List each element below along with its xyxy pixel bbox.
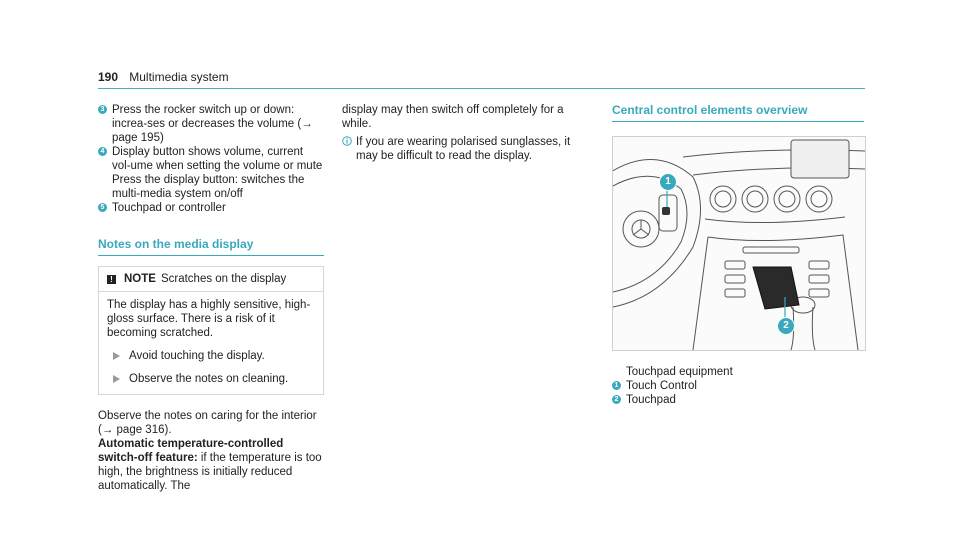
column-middle xyxy=(342,103,588,163)
note-box xyxy=(98,266,324,395)
item-text: Display button shows volume, current vol-ume when setting the volume or mute xyxy=(112,146,323,172)
badge-3: 3 xyxy=(98,105,107,114)
column-left xyxy=(98,103,324,493)
badge-1: 1 xyxy=(612,381,621,390)
note-text: The display has a highly sensitive, high-gloss surface. There is a risk of it becoming scratched. xyxy=(107,299,311,339)
page-number: 190 xyxy=(98,70,119,84)
note-bullet-text: Avoid touching the display. xyxy=(129,350,265,362)
list-item xyxy=(98,145,324,173)
cockpit-figure xyxy=(612,136,866,351)
badge-4: 4 xyxy=(98,147,107,156)
item-text: Touchpad or controller xyxy=(112,202,226,214)
feature-text: if the temperature is too high, the brightness is initially reduced automatically. The xyxy=(98,452,322,492)
feature-name: Automatic temperature-controlled switch-off feature: xyxy=(98,438,284,464)
note-bullet xyxy=(107,349,315,363)
item-text: Press the rocker switch up or down: increa-ses or decreases the volume (→ page 195) xyxy=(112,104,313,144)
badge-2: 2 xyxy=(612,395,621,404)
legend-item xyxy=(612,393,864,407)
section-title-media-display: Notes on the media display xyxy=(98,237,324,256)
callout-1-badge: 1 xyxy=(659,173,677,191)
list-item xyxy=(98,201,324,215)
page-header xyxy=(98,70,865,85)
figure-caption: Touchpad equipment xyxy=(626,366,733,378)
section-title-controls: Central control elements overview xyxy=(612,103,864,122)
cockpit-illustration xyxy=(613,137,865,350)
badge-5: 5 xyxy=(98,203,107,212)
note-header xyxy=(99,267,323,292)
legend-item xyxy=(612,379,864,393)
header-rule xyxy=(98,88,865,89)
chapter-title: Multimedia system xyxy=(129,70,229,84)
care-paragraph: Observe the notes on caring for the interior (→ page 316). xyxy=(98,410,317,436)
list-item xyxy=(98,173,324,201)
legend-text: Touch Control xyxy=(626,380,697,392)
list-item xyxy=(98,103,324,145)
info-icon xyxy=(342,136,352,146)
arrow-right-icon xyxy=(113,352,120,360)
column-right xyxy=(612,103,864,407)
info-note xyxy=(342,135,588,163)
arrow-right-icon xyxy=(113,375,120,383)
note-bullet-text: Observe the notes on cleaning. xyxy=(129,373,289,385)
warning-icon: ! xyxy=(107,275,116,284)
note-title: Scratches on the display xyxy=(160,273,287,285)
item-text: Press the display button: switches the multi-media system on/off xyxy=(112,174,305,200)
note-body xyxy=(99,292,323,394)
legend-text: Touchpad xyxy=(626,394,676,406)
continued-paragraph: display may then switch off completely for a while. xyxy=(342,104,564,130)
callout-2-badge: 2 xyxy=(777,317,795,335)
note-bullet xyxy=(107,372,315,386)
note-label: NOTE xyxy=(124,273,156,285)
info-text: If you are wearing polarised sunglasses, it may be difficult to read the display. xyxy=(356,136,571,162)
